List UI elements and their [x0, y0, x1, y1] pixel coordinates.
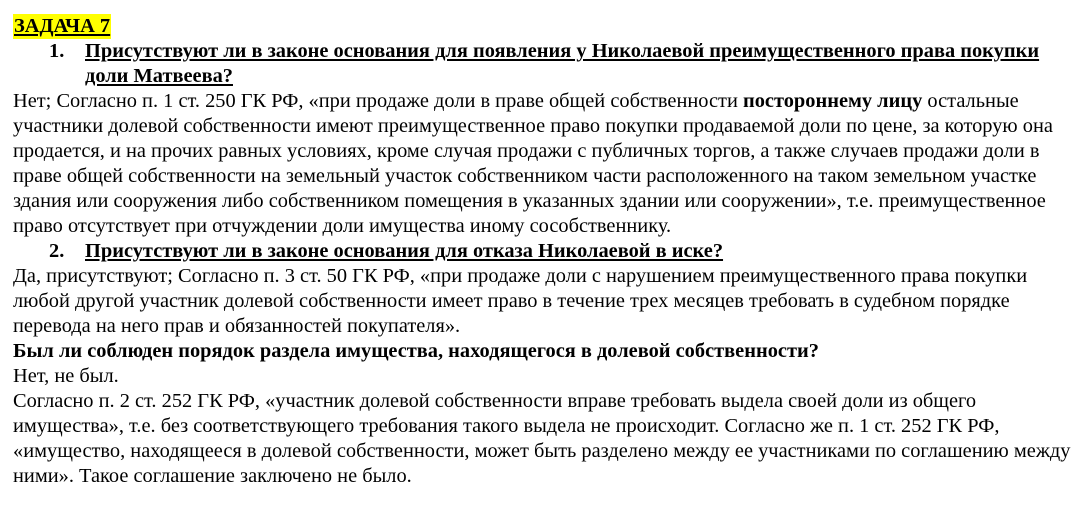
answer-3: Согласно п. 2 ст. 252 ГК РФ, «участник долевой собственности вправе требовать выдела своей доли из общего имущества», т.е. без соответствующего требования такого выдела не происходит. Согласно же п. 1 ст. 252 ГК РФ, «имущество, находящееся в долевой собственности, может быть разделено между ее участниками по соглашению между ними». Такое соглашение заключено не было.: [13, 390, 1071, 487]
question-1-text: Присутствуют ли в законе основания для появления у Николаевой преимущественного права покупки доли Матвеева?: [85, 40, 1040, 87]
question-2-number: 2.: [49, 240, 65, 262]
answer-1-part-b: остальные участники долевой собственности имеют преимущественное право покупки продаваемой доли по цене, за которую она продается, и на прочих равных условиях, кроме случая продажи с публичных торгов, а также случаев продажи доли в праве общей собственности на земельный участок собственником части расположенного на таком земельном участке здания или сооружения либо собственником помещения в указанных здании или сооружении», т.е. преимущественное право отсутствует при отчуждении доли имущества иному сособственнику.: [13, 90, 1053, 237]
question-2: [13, 239, 1075, 264]
document-page: [13, 14, 1075, 489]
task-heading-line: [13, 14, 1075, 39]
question-3-text: Был ли соблюден порядок раздела имущества, находящегося в долевой собственности?: [13, 340, 819, 362]
question-1: [13, 39, 1075, 89]
task-heading: ЗАДАЧА 7: [14, 15, 111, 37]
answer-3-short: Нет, не был.: [13, 365, 119, 387]
question-2-text: Присутствуют ли в законе основания для отказа Николаевой в иске?: [85, 240, 724, 262]
answer-2: Да, присутствуют; Согласно п. 3 ст. 50 ГК РФ, «при продаже доли с нарушением преимущественного права покупки любой другой участник долевой собственности имеет право в течение трех месяцев требовать в судебном порядке перевода на него прав и обязанностей покупателя».: [13, 265, 1028, 337]
question-1-number: 1.: [49, 40, 65, 62]
answer-1-part-a: Нет; Согласно п. 1 ст. 250 ГК РФ, «при продаже доли в праве общей собственности: [13, 90, 743, 112]
answer-1-emphasis: постороннему лицу: [742, 90, 923, 112]
answer-1: [13, 89, 1075, 239]
